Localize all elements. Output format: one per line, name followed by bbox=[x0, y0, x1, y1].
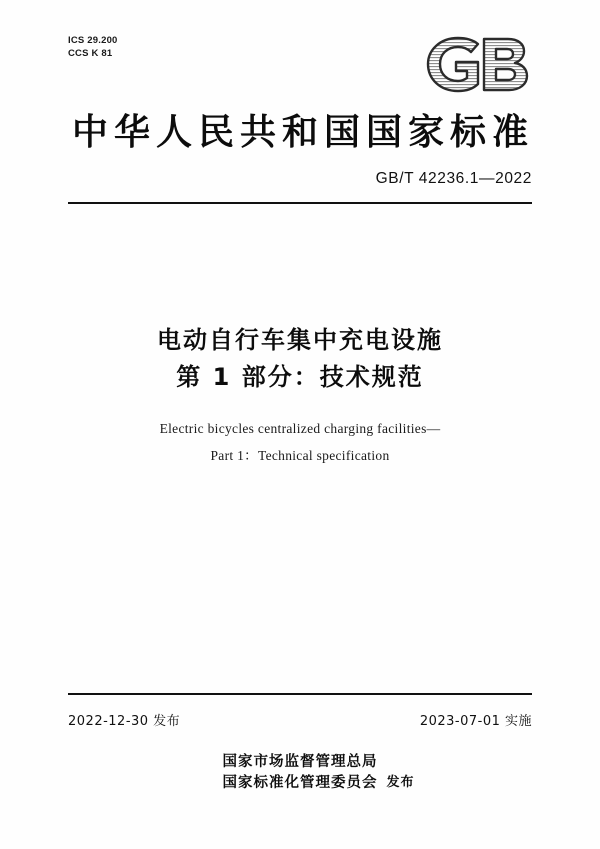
implementation-date: 2023-07-01 实施 bbox=[419, 714, 532, 729]
document-header bbox=[68, 30, 532, 100]
title-en-line2: Part 1：Technical specification bbox=[210, 448, 390, 463]
title-cn-line2: 第 1 部分：技术规范 bbox=[176, 363, 424, 391]
publisher-line1: 国家市场监督管理总局 bbox=[222, 754, 378, 770]
national-standard-title: 中华人民共和国国家标准 bbox=[71, 112, 534, 153]
document-title-english bbox=[0, 415, 600, 469]
publisher-block bbox=[0, 752, 600, 794]
document-title-chinese bbox=[0, 322, 600, 396]
divider-top bbox=[68, 202, 532, 204]
title-en-line1: Electric bicycles centralized charging facilities— bbox=[159, 421, 441, 436]
title-cn-line1: 电动自行车集中充电设施 bbox=[157, 326, 443, 354]
publisher-line2: 国家标准化管理委员会 bbox=[222, 775, 378, 791]
publisher-issue-word: 发布 bbox=[386, 775, 415, 790]
divider-bottom bbox=[68, 693, 532, 695]
ics-code: ICS 29.200 bbox=[68, 35, 118, 46]
standard-number: GB/T 42236.1—2022 bbox=[375, 170, 532, 187]
gb-emblem-icon bbox=[412, 30, 532, 98]
ccs-code: CCS K 81 bbox=[68, 48, 113, 59]
publisher-names bbox=[222, 752, 415, 794]
classification-codes bbox=[68, 34, 118, 60]
issue-date: 2022-12-30 发布 bbox=[68, 714, 181, 729]
